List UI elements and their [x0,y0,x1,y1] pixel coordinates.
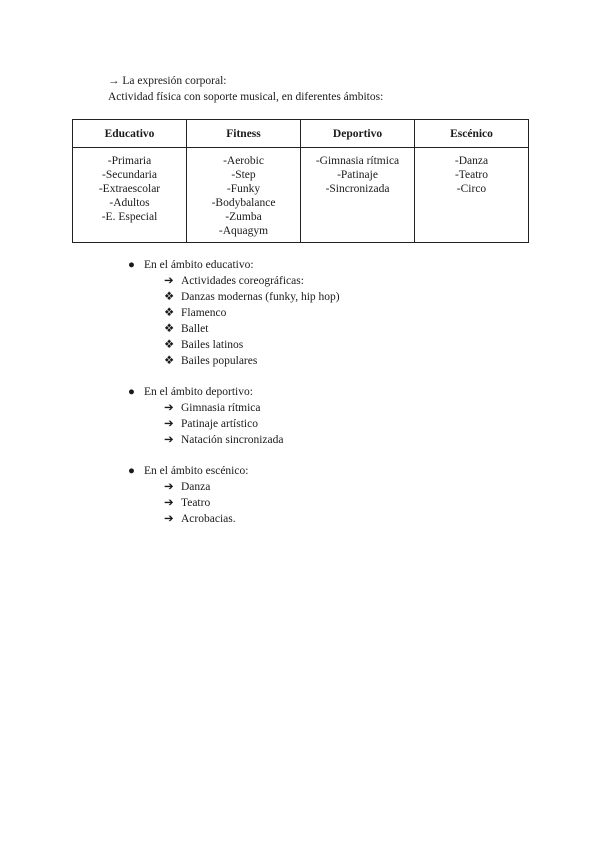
list-item-text: Danza [181,481,211,493]
header-educativo: Educativo [73,120,187,148]
list-item-text: Patinaje artístico [181,418,258,430]
list-item [128,432,284,448]
cell-line: -E. Especial [101,211,158,223]
list-item [128,479,248,495]
cell-line: -Adultos [109,197,150,209]
list-item-text: Natación sincronizada [181,434,284,446]
list-item-text: Bailes populares [181,355,258,367]
cell-escenico [415,148,529,243]
list-item [128,273,340,289]
list-item [128,416,284,432]
arrow-icon: ➔ [164,513,174,525]
cell-line: -Step [231,169,256,181]
cell-line: -Zumba [225,211,262,223]
table-header-row [73,120,529,148]
cell-line: -Teatro [454,169,489,181]
header-escenico: Escénico [415,120,529,148]
arrow-icon: ➔ [164,402,174,414]
list-item [128,495,248,511]
intro-heading: → La expresión corporal: [108,75,227,87]
activities-table [72,119,529,243]
diamond-bullet-icon: ❖ [164,307,175,319]
list-item-text: Bailes latinos [181,339,244,351]
list-item [128,511,248,527]
section-deportivo [128,384,284,448]
cell-line: -Gimnasia rítmica [315,155,400,167]
cell-line: -Danza [454,155,489,167]
cell-line: -Secundaria [102,169,157,181]
cell-line: -Primaria [107,155,152,167]
list-item-text: Ballet [181,323,209,335]
arrow-icon: ➔ [164,275,174,287]
section-heading [128,257,340,273]
section-title: En el ámbito deportivo: [144,386,253,398]
list-item-text: Gimnasia rítmica [181,402,261,414]
list-item [128,321,340,337]
diamond-bullet-icon: ❖ [164,291,175,303]
list-item [128,305,340,321]
section-educativo [128,257,340,369]
list-item-text: Acrobacias. [181,513,236,525]
cell-line: -Aquagym [218,225,269,237]
table-row [73,148,529,243]
intro-description: Actividad física con soporte musical, en diferentes ámbitos: [108,91,384,103]
section-escenico [128,463,248,527]
intro-block [108,73,383,105]
cell-line: -Funky [226,183,261,195]
cell-line: -Bodybalance [211,197,276,209]
header-deportivo: Deportivo [301,120,415,148]
section-title: En el ámbito educativo: [144,259,254,271]
list-item [128,289,340,305]
bullet-icon: ● [128,386,135,398]
cell-line: -Extraescolar [98,183,161,195]
list-item [128,400,284,416]
cell-deportivo [301,148,415,243]
header-fitness: Fitness [187,120,301,148]
diamond-bullet-icon: ❖ [164,355,175,367]
diamond-bullet-icon: ❖ [164,339,175,351]
list-item-text: Danzas modernas (funky, hip hop) [181,291,340,303]
section-title: En el ámbito escénico: [144,465,249,477]
section-heading [128,463,248,479]
section-heading [128,384,284,400]
list-item-text: Actividades coreográficas: [181,275,304,287]
list-item-text: Flamenco [181,307,227,319]
cell-line: -Patinaje [337,169,378,181]
bullet-icon: ● [128,465,135,477]
arrow-icon: ➔ [164,497,174,509]
arrow-icon: ➔ [164,434,174,446]
list-item [128,353,340,369]
bullet-icon: ● [128,259,135,271]
list-item [128,337,340,353]
cell-line: -Circo [456,183,487,195]
cell-fitness [187,148,301,243]
diamond-bullet-icon: ❖ [164,323,175,335]
cell-educativo [73,148,187,243]
cell-line: -Aerobic [223,155,264,167]
cell-line: -Sincronizada [325,183,390,195]
arrow-icon: ➔ [164,418,174,430]
arrow-icon: ➔ [164,481,174,493]
list-item-text: Teatro [181,497,211,509]
